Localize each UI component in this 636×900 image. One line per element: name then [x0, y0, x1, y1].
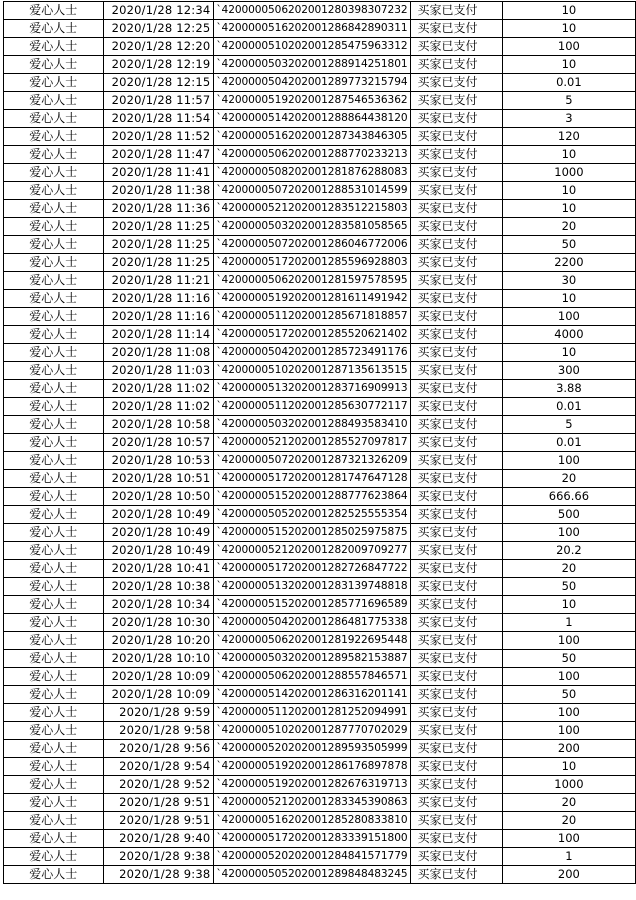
- amount-cell: 10: [502, 182, 635, 200]
- amount-cell: 20: [502, 470, 635, 488]
- donor-name-cell: 爱心人士: [4, 218, 104, 236]
- payment-status-cell: 买家已支付: [411, 758, 502, 776]
- table-row: [4, 110, 636, 128]
- table-row: [4, 398, 636, 416]
- payment-status-cell: 买家已支付: [411, 614, 502, 632]
- donor-name-cell: 爱心人士: [4, 398, 104, 416]
- donor-name-cell: 爱心人士: [4, 20, 104, 38]
- donor-name-cell: 爱心人士: [4, 704, 104, 722]
- donor-name-cell: 爱心人士: [4, 776, 104, 794]
- payment-status-cell: 买家已支付: [411, 452, 502, 470]
- payment-time-cell: 2020/1/28 10:49: [103, 524, 214, 542]
- payment-status-cell: 买家已支付: [411, 722, 502, 740]
- payment-time-cell: 2020/1/28 9:51: [103, 794, 214, 812]
- payment-status-cell: 买家已支付: [411, 794, 502, 812]
- payment-status-cell: 买家已支付: [411, 74, 502, 92]
- table-row: [4, 200, 636, 218]
- table-row: [4, 452, 636, 470]
- amount-cell: 0.01: [502, 398, 635, 416]
- donor-name-cell: 爱心人士: [4, 308, 104, 326]
- donor-name-cell: 爱心人士: [4, 290, 104, 308]
- table-row: [4, 686, 636, 704]
- order-number-cell: `4200000513202001283716909913: [214, 380, 411, 398]
- amount-cell: 100: [502, 722, 635, 740]
- order-number-cell: `4200000514202001286316201141: [214, 686, 411, 704]
- payment-status-cell: 买家已支付: [411, 290, 502, 308]
- donor-name-cell: 爱心人士: [4, 344, 104, 362]
- donor-name-cell: 爱心人士: [4, 92, 104, 110]
- amount-cell: 200: [502, 740, 635, 758]
- table-row: [4, 182, 636, 200]
- table-row: [4, 272, 636, 290]
- amount-cell: 50: [502, 686, 635, 704]
- donor-name-cell: 爱心人士: [4, 200, 104, 218]
- payment-time-cell: 2020/1/28 11:41: [103, 164, 214, 182]
- order-number-cell: `4200000517202001283339151800: [214, 830, 411, 848]
- amount-cell: 10: [502, 596, 635, 614]
- order-number-cell: `4200000519202001282676319713: [214, 776, 411, 794]
- amount-cell: 1: [502, 614, 635, 632]
- payment-time-cell: 2020/1/28 12:25: [103, 20, 214, 38]
- order-number-cell: `4200000510202001287135613515: [214, 362, 411, 380]
- payment-time-cell: 2020/1/28 11:14: [103, 326, 214, 344]
- payment-status-cell: 买家已支付: [411, 272, 502, 290]
- payment-time-cell: 2020/1/28 10:49: [103, 542, 214, 560]
- donor-name-cell: 爱心人士: [4, 596, 104, 614]
- payment-time-cell: 2020/1/28 11:25: [103, 236, 214, 254]
- order-number-cell: `4200000517202001285596928803: [214, 254, 411, 272]
- amount-cell: 10: [502, 2, 635, 20]
- payment-time-cell: 2020/1/28 10:38: [103, 578, 214, 596]
- order-number-cell: `4200000507202001286046772006: [214, 236, 411, 254]
- payment-status-cell: 买家已支付: [411, 344, 502, 362]
- payment-time-cell: 2020/1/28 11:57: [103, 92, 214, 110]
- payment-status-cell: 买家已支付: [411, 686, 502, 704]
- table-row: [4, 344, 636, 362]
- amount-cell: 100: [502, 524, 635, 542]
- amount-cell: 1000: [502, 164, 635, 182]
- amount-cell: 10: [502, 20, 635, 38]
- amount-cell: 4000: [502, 326, 635, 344]
- amount-cell: 100: [502, 308, 635, 326]
- payment-status-cell: 买家已支付: [411, 650, 502, 668]
- payment-time-cell: 2020/1/28 10:57: [103, 434, 214, 452]
- donor-name-cell: 爱心人士: [4, 506, 104, 524]
- amount-cell: 100: [502, 830, 635, 848]
- order-number-cell: `4200000510202001287770702029: [214, 722, 411, 740]
- amount-cell: 100: [502, 668, 635, 686]
- donor-name-cell: 爱心人士: [4, 830, 104, 848]
- order-number-cell: `4200000513202001283139748818: [214, 578, 411, 596]
- payment-status-cell: 买家已支付: [411, 164, 502, 182]
- amount-cell: 1000: [502, 776, 635, 794]
- donor-name-cell: 爱心人士: [4, 56, 104, 74]
- table-row: [4, 650, 636, 668]
- donor-name-cell: 爱心人士: [4, 650, 104, 668]
- table-row: [4, 524, 636, 542]
- donor-name-cell: 爱心人士: [4, 110, 104, 128]
- amount-cell: 50: [502, 650, 635, 668]
- amount-cell: 20.2: [502, 542, 635, 560]
- donor-name-cell: 爱心人士: [4, 146, 104, 164]
- order-number-cell: `4200000511202001285671818857: [214, 308, 411, 326]
- payment-status-cell: 买家已支付: [411, 776, 502, 794]
- payment-time-cell: 2020/1/28 11:16: [103, 290, 214, 308]
- amount-cell: 200: [502, 866, 635, 884]
- payment-time-cell: 2020/1/28 11:21: [103, 272, 214, 290]
- amount-cell: 20: [502, 794, 635, 812]
- table-row: [4, 92, 636, 110]
- donor-name-cell: 爱心人士: [4, 740, 104, 758]
- table-row: [4, 812, 636, 830]
- table-row: [4, 254, 636, 272]
- donor-name-cell: 爱心人士: [4, 272, 104, 290]
- donor-name-cell: 爱心人士: [4, 128, 104, 146]
- order-number-cell: `4200000504202001285723491176: [214, 344, 411, 362]
- payment-status-cell: 买家已支付: [411, 182, 502, 200]
- order-number-cell: `4200000517202001282726847722: [214, 560, 411, 578]
- amount-cell: 100: [502, 632, 635, 650]
- payment-status-cell: 买家已支付: [411, 236, 502, 254]
- order-number-cell: `4200000510202001285475963312: [214, 38, 411, 56]
- table-row: [4, 380, 636, 398]
- payment-time-cell: 2020/1/28 10:51: [103, 470, 214, 488]
- order-number-cell: `4200000517202001285520621402: [214, 326, 411, 344]
- table-row: [4, 56, 636, 74]
- donor-name-cell: 爱心人士: [4, 542, 104, 560]
- table-row: [4, 218, 636, 236]
- amount-cell: 0.01: [502, 74, 635, 92]
- table-row: [4, 560, 636, 578]
- payment-time-cell: 2020/1/28 10:50: [103, 488, 214, 506]
- order-number-cell: `4200000506202001281597578595: [214, 272, 411, 290]
- order-number-cell: `4200000511202001281252094991: [214, 704, 411, 722]
- order-number-cell: `4200000503202001288493583410: [214, 416, 411, 434]
- donation-table: [3, 1, 636, 884]
- payment-time-cell: 2020/1/28 11:54: [103, 110, 214, 128]
- amount-cell: 20: [502, 560, 635, 578]
- amount-cell: 2200: [502, 254, 635, 272]
- order-number-cell: `4200000519202001281611491942: [214, 290, 411, 308]
- table-row: [4, 362, 636, 380]
- payment-status-cell: 买家已支付: [411, 506, 502, 524]
- donor-name-cell: 爱心人士: [4, 362, 104, 380]
- amount-cell: 100: [502, 452, 635, 470]
- order-number-cell: `4200000507202001288531014599: [214, 182, 411, 200]
- order-number-cell: `4200000521202001282009709277: [214, 542, 411, 560]
- donor-name-cell: 爱心人士: [4, 452, 104, 470]
- payment-time-cell: 2020/1/28 11:02: [103, 398, 214, 416]
- payment-time-cell: 2020/1/28 12:19: [103, 56, 214, 74]
- table-row: [4, 20, 636, 38]
- order-number-cell: `4200000511202001285630772117: [214, 398, 411, 416]
- payment-status-cell: 买家已支付: [411, 218, 502, 236]
- donor-name-cell: 爱心人士: [4, 758, 104, 776]
- payment-time-cell: 2020/1/28 9:40: [103, 830, 214, 848]
- payment-status-cell: 买家已支付: [411, 434, 502, 452]
- table-row: [4, 848, 636, 866]
- payment-time-cell: 2020/1/28 10:41: [103, 560, 214, 578]
- amount-cell: 120: [502, 128, 635, 146]
- table-row: [4, 668, 636, 686]
- donor-name-cell: 爱心人士: [4, 578, 104, 596]
- table-row: [4, 470, 636, 488]
- donor-name-cell: 爱心人士: [4, 560, 104, 578]
- payment-status-cell: 买家已支付: [411, 488, 502, 506]
- donor-name-cell: 爱心人士: [4, 434, 104, 452]
- payment-time-cell: 2020/1/28 11:25: [103, 254, 214, 272]
- amount-cell: 50: [502, 236, 635, 254]
- table-row: [4, 614, 636, 632]
- donor-name-cell: 爱心人士: [4, 866, 104, 884]
- table-row: [4, 128, 636, 146]
- payment-status-cell: 买家已支付: [411, 92, 502, 110]
- table-row: [4, 506, 636, 524]
- order-number-cell: `4200000504202001286481775338: [214, 614, 411, 632]
- table-row: [4, 488, 636, 506]
- payment-time-cell: 2020/1/28 9:51: [103, 812, 214, 830]
- donor-name-cell: 爱心人士: [4, 614, 104, 632]
- order-number-cell: `4200000506202001280398307232: [214, 2, 411, 20]
- payment-time-cell: 2020/1/28 11:38: [103, 182, 214, 200]
- donor-name-cell: 爱心人士: [4, 470, 104, 488]
- payment-status-cell: 买家已支付: [411, 866, 502, 884]
- payment-time-cell: 2020/1/28 9:52: [103, 776, 214, 794]
- donor-name-cell: 爱心人士: [4, 326, 104, 344]
- order-number-cell: `4200000505202001289848483245: [214, 866, 411, 884]
- donor-name-cell: 爱心人士: [4, 254, 104, 272]
- table-row: [4, 38, 636, 56]
- payment-time-cell: 2020/1/28 11:25: [103, 218, 214, 236]
- order-number-cell: `4200000520202001284841571779: [214, 848, 411, 866]
- order-number-cell: `4200000521202001285527097817: [214, 434, 411, 452]
- table-row: [4, 722, 636, 740]
- payment-status-cell: 买家已支付: [411, 830, 502, 848]
- table-row: [4, 74, 636, 92]
- table-row: [4, 578, 636, 596]
- payment-status-cell: 买家已支付: [411, 128, 502, 146]
- table-row: [4, 146, 636, 164]
- table-row: [4, 326, 636, 344]
- amount-cell: 10: [502, 344, 635, 362]
- payment-status-cell: 买家已支付: [411, 2, 502, 20]
- payment-time-cell: 2020/1/28 10:49: [103, 506, 214, 524]
- amount-cell: 300: [502, 362, 635, 380]
- payment-status-cell: 买家已支付: [411, 200, 502, 218]
- table-row: [4, 794, 636, 812]
- donor-name-cell: 爱心人士: [4, 74, 104, 92]
- payment-status-cell: 买家已支付: [411, 578, 502, 596]
- amount-cell: 20: [502, 812, 635, 830]
- payment-time-cell: 2020/1/28 11:47: [103, 146, 214, 164]
- payment-status-cell: 买家已支付: [411, 596, 502, 614]
- payment-time-cell: 2020/1/28 9:54: [103, 758, 214, 776]
- payment-time-cell: 2020/1/28 10:09: [103, 686, 214, 704]
- amount-cell: 30: [502, 272, 635, 290]
- donor-name-cell: 爱心人士: [4, 182, 104, 200]
- payment-time-cell: 2020/1/28 11:52: [103, 128, 214, 146]
- amount-cell: 500: [502, 506, 635, 524]
- amount-cell: 3: [502, 110, 635, 128]
- payment-time-cell: 2020/1/28 12:15: [103, 74, 214, 92]
- payment-time-cell: 2020/1/28 10:09: [103, 668, 214, 686]
- payment-time-cell: 2020/1/28 9:38: [103, 848, 214, 866]
- donor-name-cell: 爱心人士: [4, 38, 104, 56]
- order-number-cell: `4200000519202001287546536362: [214, 92, 411, 110]
- payment-status-cell: 买家已支付: [411, 380, 502, 398]
- donor-name-cell: 爱心人士: [4, 722, 104, 740]
- order-number-cell: `4200000516202001287343846305: [214, 128, 411, 146]
- payment-status-cell: 买家已支付: [411, 560, 502, 578]
- order-number-cell: `4200000505202001282525555354: [214, 506, 411, 524]
- amount-cell: 1: [502, 848, 635, 866]
- payment-time-cell: 2020/1/28 11:03: [103, 362, 214, 380]
- payment-status-cell: 买家已支付: [411, 704, 502, 722]
- donor-name-cell: 爱心人士: [4, 524, 104, 542]
- table-row: [4, 434, 636, 452]
- payment-status-cell: 买家已支付: [411, 146, 502, 164]
- amount-cell: 10: [502, 146, 635, 164]
- payment-time-cell: 2020/1/28 10:10: [103, 650, 214, 668]
- order-number-cell: `4200000514202001288864438120: [214, 110, 411, 128]
- table-row: [4, 704, 636, 722]
- payment-status-cell: 买家已支付: [411, 38, 502, 56]
- payment-time-cell: 2020/1/28 10:20: [103, 632, 214, 650]
- order-number-cell: `4200000507202001287321326209: [214, 452, 411, 470]
- donor-name-cell: 爱心人士: [4, 668, 104, 686]
- order-number-cell: `4200000516202001286842890311: [214, 20, 411, 38]
- payment-time-cell: 2020/1/28 11:36: [103, 200, 214, 218]
- order-number-cell: `4200000515202001285025975875: [214, 524, 411, 542]
- payment-time-cell: 2020/1/28 9:59: [103, 704, 214, 722]
- payment-status-cell: 买家已支付: [411, 326, 502, 344]
- donor-name-cell: 爱心人士: [4, 2, 104, 20]
- table-row: [4, 740, 636, 758]
- payment-time-cell: 2020/1/28 12:20: [103, 38, 214, 56]
- amount-cell: 10: [502, 200, 635, 218]
- payment-status-cell: 买家已支付: [411, 542, 502, 560]
- order-number-cell: `4200000517202001281747647128: [214, 470, 411, 488]
- payment-time-cell: 2020/1/28 10:34: [103, 596, 214, 614]
- payment-status-cell: 买家已支付: [411, 308, 502, 326]
- payment-time-cell: 2020/1/28 10:53: [103, 452, 214, 470]
- payment-time-cell: 2020/1/28 10:58: [103, 416, 214, 434]
- payment-time-cell: 2020/1/28 9:58: [103, 722, 214, 740]
- payment-status-cell: 买家已支付: [411, 362, 502, 380]
- amount-cell: 3.88: [502, 380, 635, 398]
- donor-name-cell: 爱心人士: [4, 416, 104, 434]
- payment-status-cell: 买家已支付: [411, 812, 502, 830]
- payment-status-cell: 买家已支付: [411, 110, 502, 128]
- amount-cell: 10: [502, 758, 635, 776]
- amount-cell: 20: [502, 218, 635, 236]
- payment-status-cell: 买家已支付: [411, 524, 502, 542]
- order-number-cell: `4200000515202001288777623864: [214, 488, 411, 506]
- order-number-cell: `4200000521202001283512215803: [214, 200, 411, 218]
- table-row: [4, 290, 636, 308]
- order-number-cell: `4200000519202001286176897878: [214, 758, 411, 776]
- payment-status-cell: 买家已支付: [411, 848, 502, 866]
- donor-name-cell: 爱心人士: [4, 794, 104, 812]
- order-number-cell: `4200000503202001289582153887: [214, 650, 411, 668]
- table-row: [4, 2, 636, 20]
- table-row: [4, 164, 636, 182]
- donor-name-cell: 爱心人士: [4, 686, 104, 704]
- donor-name-cell: 爱心人士: [4, 380, 104, 398]
- payment-status-cell: 买家已支付: [411, 254, 502, 272]
- amount-cell: 5: [502, 92, 635, 110]
- amount-cell: 10: [502, 290, 635, 308]
- order-number-cell: `4200000506202001281922695448: [214, 632, 411, 650]
- payment-status-cell: 买家已支付: [411, 740, 502, 758]
- payment-time-cell: 2020/1/28 9:38: [103, 866, 214, 884]
- payment-status-cell: 买家已支付: [411, 416, 502, 434]
- amount-cell: 666.66: [502, 488, 635, 506]
- amount-cell: 50: [502, 578, 635, 596]
- order-number-cell: `4200000503202001288914251801: [214, 56, 411, 74]
- order-number-cell: `4200000503202001283581058565: [214, 218, 411, 236]
- donor-name-cell: 爱心人士: [4, 236, 104, 254]
- payment-time-cell: 2020/1/28 11:16: [103, 308, 214, 326]
- amount-cell: 0.01: [502, 434, 635, 452]
- payment-status-cell: 买家已支付: [411, 20, 502, 38]
- payment-time-cell: 2020/1/28 11:08: [103, 344, 214, 362]
- donor-name-cell: 爱心人士: [4, 164, 104, 182]
- payment-status-cell: 买家已支付: [411, 398, 502, 416]
- table-row: [4, 830, 636, 848]
- payment-status-cell: 买家已支付: [411, 668, 502, 686]
- order-number-cell: `4200000508202001281876288083: [214, 164, 411, 182]
- order-number-cell: `4200000516202001285280833810: [214, 812, 411, 830]
- donor-name-cell: 爱心人士: [4, 812, 104, 830]
- payment-status-cell: 买家已支付: [411, 632, 502, 650]
- payment-time-cell: 2020/1/28 11:02: [103, 380, 214, 398]
- order-number-cell: `4200000521202001283345390863: [214, 794, 411, 812]
- table-row: [4, 308, 636, 326]
- donor-name-cell: 爱心人士: [4, 848, 104, 866]
- payment-status-cell: 买家已支付: [411, 56, 502, 74]
- donor-name-cell: 爱心人士: [4, 488, 104, 506]
- amount-cell: 5: [502, 416, 635, 434]
- table-row: [4, 236, 636, 254]
- table-row: [4, 632, 636, 650]
- payment-time-cell: 2020/1/28 9:56: [103, 740, 214, 758]
- amount-cell: 100: [502, 38, 635, 56]
- table-row: [4, 416, 636, 434]
- payment-status-cell: 买家已支付: [411, 470, 502, 488]
- order-number-cell: `4200000506202001288557846571: [214, 668, 411, 686]
- payment-time-cell: 2020/1/28 10:30: [103, 614, 214, 632]
- table-row: [4, 758, 636, 776]
- table-row: [4, 542, 636, 560]
- order-number-cell: `4200000504202001289773215794: [214, 74, 411, 92]
- table-row: [4, 776, 636, 794]
- donor-name-cell: 爱心人士: [4, 632, 104, 650]
- order-number-cell: `4200000506202001288770233213: [214, 146, 411, 164]
- table-row: [4, 596, 636, 614]
- table-body: [4, 2, 636, 884]
- order-number-cell: `4200000515202001285771696589: [214, 596, 411, 614]
- payment-time-cell: 2020/1/28 12:34: [103, 2, 214, 20]
- order-number-cell: `4200000520202001289593505999: [214, 740, 411, 758]
- table-row: [4, 866, 636, 884]
- amount-cell: 100: [502, 704, 635, 722]
- amount-cell: 10: [502, 56, 635, 74]
